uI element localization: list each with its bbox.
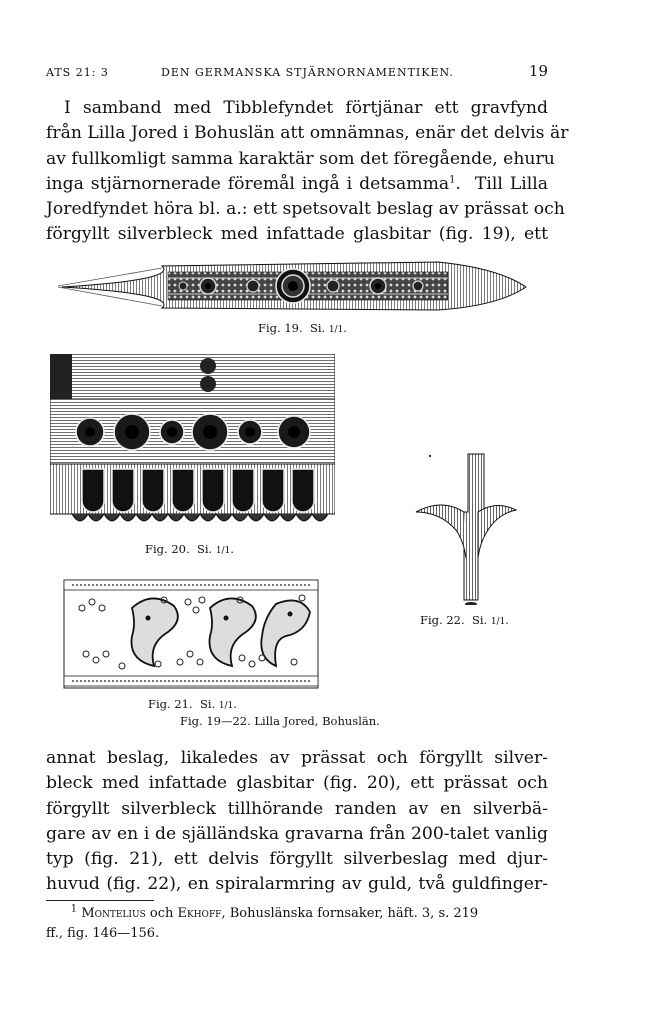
fig21-label: Fig. 21. xyxy=(148,697,193,711)
page-number: 19 xyxy=(528,62,548,80)
text-line: typ (fig. 21), ett delvis förgyllt silverbeslag med djur- xyxy=(46,849,548,870)
running-head xyxy=(46,62,548,82)
fig19-label: Fig. 19. xyxy=(258,321,303,335)
scale-prefix: Si. xyxy=(309,321,326,335)
footnote-number: 1 xyxy=(70,903,78,915)
footnote-author: Montelius xyxy=(81,906,146,921)
text-line: inga stjärnornerade föremål ingå i detsamma$^1$. Till Lilla xyxy=(46,173,548,194)
footnote-rule xyxy=(46,900,154,901)
text-line: annat beslag, likaledes av prässat och förgyllt silver- xyxy=(46,748,548,768)
scale-fraction: 1/1 xyxy=(215,546,231,556)
text-line: förgyllt silverbleck med infattade glasbitar (fig. 19), ett xyxy=(46,224,548,245)
text-line: från Lilla Jored i Bohuslän att omnämnas, enär det delvis är xyxy=(46,123,569,144)
text-line: Joredfyndet höra bl. a.: ett spetsovalt beslag av prässat och xyxy=(46,199,565,220)
text-line: I samband med Tibblefyndet förtjänar ett gravfynd xyxy=(64,98,548,118)
figure-group-caption: Fig. 19—22. Lilla Jored, Bohuslän. xyxy=(180,714,380,728)
fig22-label: Fig. 22. xyxy=(420,613,465,627)
text-line: bleck med infattade glasbitar (fig. 20), ett prässat och xyxy=(46,773,548,794)
text-line: förgyllt silverbleck tillhörande randen av en silverbä- xyxy=(46,798,548,819)
fig19-caption: Fig. 19. Si. 1/1. xyxy=(258,321,347,335)
scale-fraction: 1/1 xyxy=(490,617,506,627)
chapter-title: DEN GERMANSKA STJÄRNORNAMENTIKEN. xyxy=(161,66,454,79)
scale-prefix: Si. xyxy=(199,697,216,711)
text-line: gare av en i de själländska gravarna från 200-talet vanlig xyxy=(46,823,548,844)
fig21-caption: Fig. 21. Si. 1/1. xyxy=(148,697,237,711)
fig22-caption: Fig. 22. Si. 1/1. xyxy=(420,613,509,627)
fig20-label: Fig. 20. xyxy=(145,542,190,556)
footnote-text: Bohuslänska fornsaker, häft. 3, s. 219 xyxy=(229,906,479,921)
footnote xyxy=(46,904,548,944)
scale-prefix: Si. xyxy=(471,613,488,627)
footnote-line: ff., fig. 146—156. xyxy=(46,926,160,941)
scale-fraction: 1/1 xyxy=(328,325,344,335)
text-line: av fullkomligt samma karaktär som det föregående, ehuru xyxy=(46,148,555,169)
text-fragment: inga stjärnornerade föremål ingå i detsamma xyxy=(46,173,450,194)
journal-ref: ATS 21: 3 xyxy=(46,66,109,79)
fig20-caption: Fig. 20. Si. 1/1. xyxy=(145,542,234,556)
text-fragment: Till Lilla xyxy=(474,173,548,194)
footnote-marker[interactable]: 1 xyxy=(449,174,456,186)
scale-prefix: Si. xyxy=(196,542,213,556)
text-line: huvud (fig. 22), en spiralarmring av guld, två guldfinger- xyxy=(46,874,548,895)
fig21-illustration xyxy=(62,578,320,690)
footnote-conjunction: och xyxy=(149,906,174,921)
paragraph-1 xyxy=(46,96,569,248)
scale-fraction: 1/1 xyxy=(218,701,234,711)
footnote-line: $^1$ Montelius och Ekhoff, Bohuslänska fornsaker, häft. 3, s. 219 xyxy=(70,903,479,921)
paragraph-2 xyxy=(46,746,548,898)
fig20-illustration xyxy=(50,354,335,534)
fig19-illustration xyxy=(58,258,528,316)
footnote-author: Ekhoff xyxy=(177,906,222,921)
fig22-illustration xyxy=(412,450,522,605)
